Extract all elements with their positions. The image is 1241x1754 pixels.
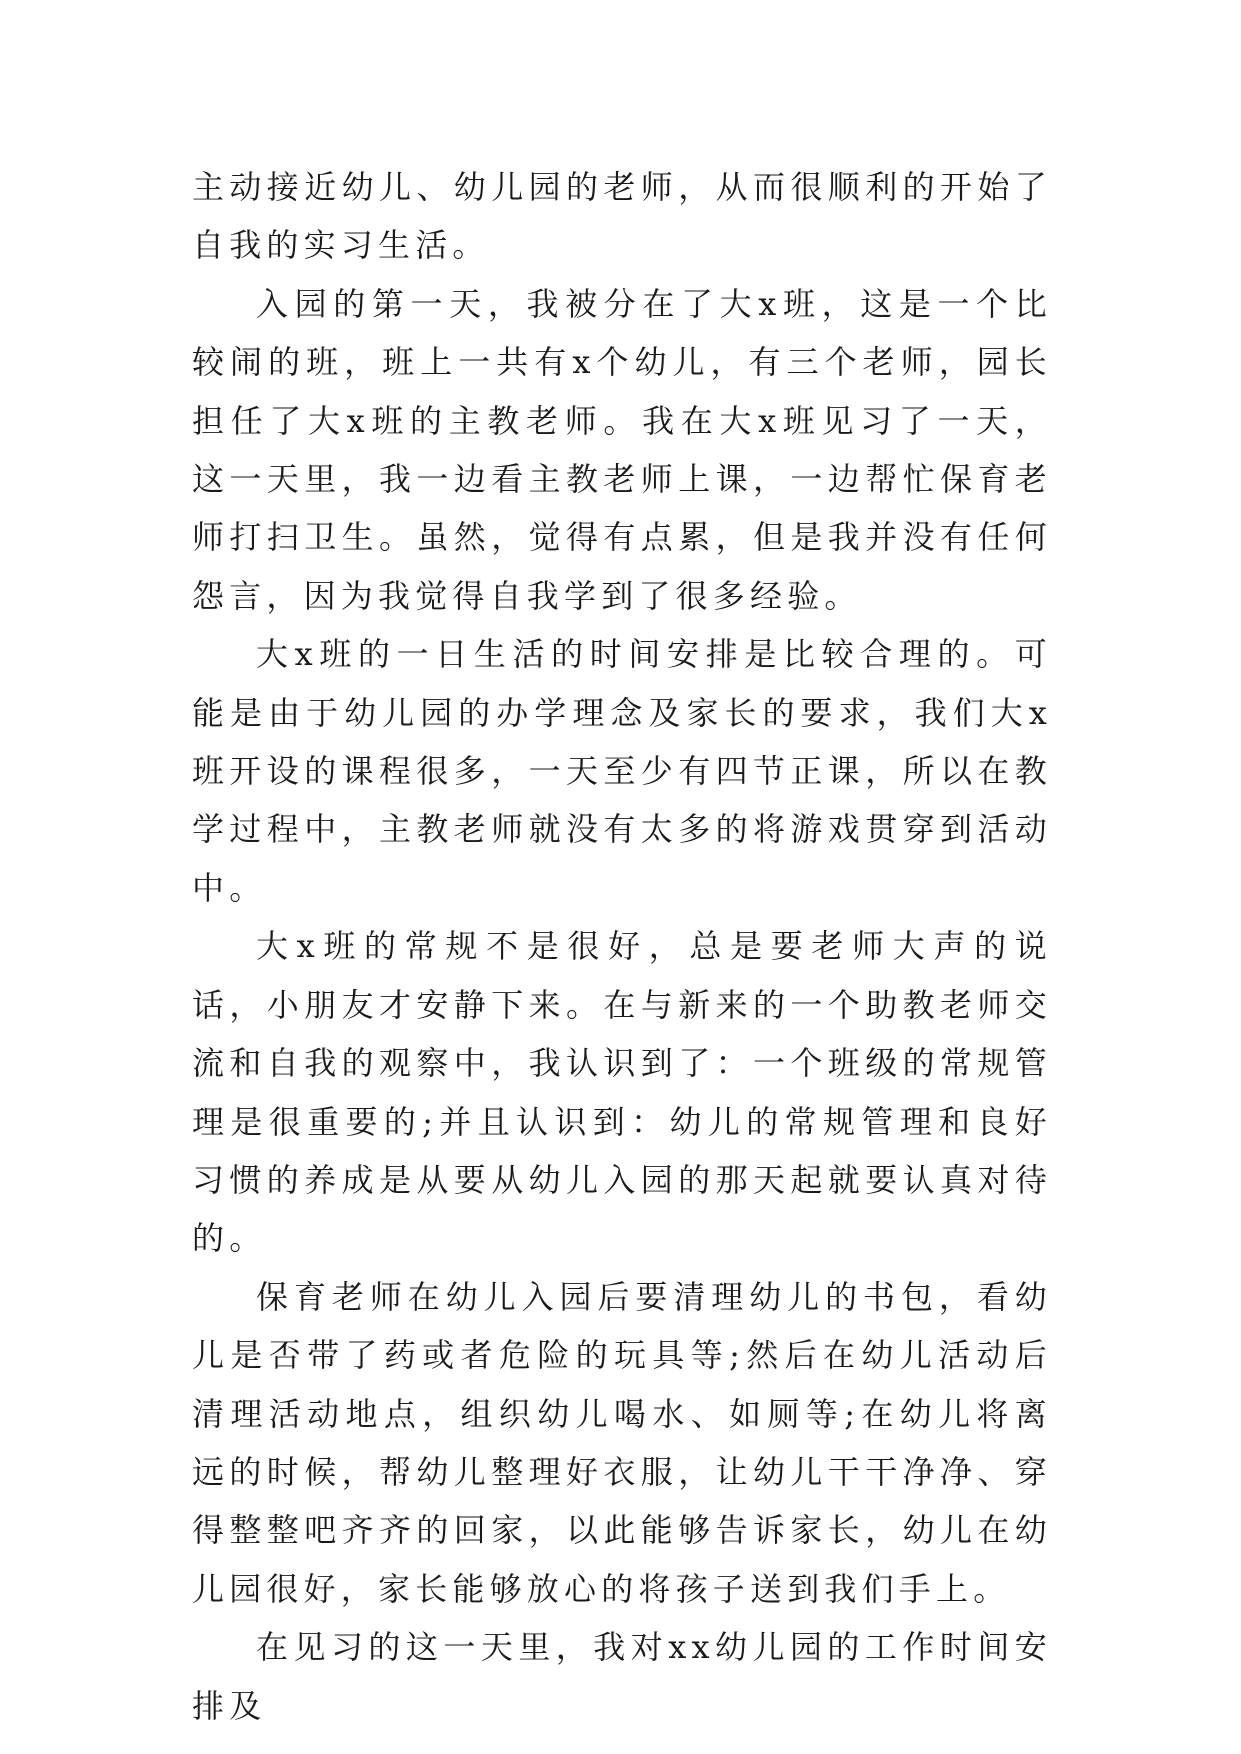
paragraph-class-routine: 大x班的常规不是很好，总是要老师大声的说话，小朋友才安静下来。在与新来的一个助教老师交流和自我的观察中，我认识到了：一个班级的常规管理是很重要的;并且认识到：幼儿的常规管理和良好习惯的养成是从要从幼儿入园的那天起就要认真对待的。 [192, 927, 1052, 1258]
paragraph-first-day: 入园的第一天，我被分在了大x班，这是一个比较闹的班，班上一共有x个幼儿，有三个老师，园长担任了大x班的主教老师。我在大x班见习了一天，这一天里，我一边看主教老师上课，一边帮忙保育老师打扫卫生。虽然，觉得有点累，但是我并没有任何怨言，因为我觉得自我学到了很多经验。 [192, 284, 1052, 615]
paragraph-daily-schedule: 大x班的一日生活的时间安排是比较合理的。可能是由于幼儿园的办学理念及家长的要求，我们大x班开设的课程很多，一天至少有四节正课，所以在教学过程中，主教老师就没有太多的将游戏贯穿到活动中。 [192, 635, 1052, 907]
paragraph-caregiver-duties: 保育老师在幼儿入园后要清理幼儿的书包，看幼儿是否带了药或者危险的玩具等;然后在幼儿活动后清理活动地点，组织幼儿喝水、如厕等;在幼儿将离远的时候，帮幼儿整理好衣服，让幼儿干干净净、穿得整整吧齐齐的回家，以此能够告诉家长，幼儿在幼儿园很好，家长能够放心的将孩子送到我们手上。 [192, 1277, 1052, 1608]
body-text [192, 158, 1052, 1735]
paragraph-continuation: 主动接近幼儿、幼儿园的老师，从而很顺利的开始了自我的实习生活。 [192, 168, 1052, 265]
paragraph-observation: 在见习的这一天里，我对xx幼儿园的工作时间安排及 [192, 1628, 1052, 1725]
